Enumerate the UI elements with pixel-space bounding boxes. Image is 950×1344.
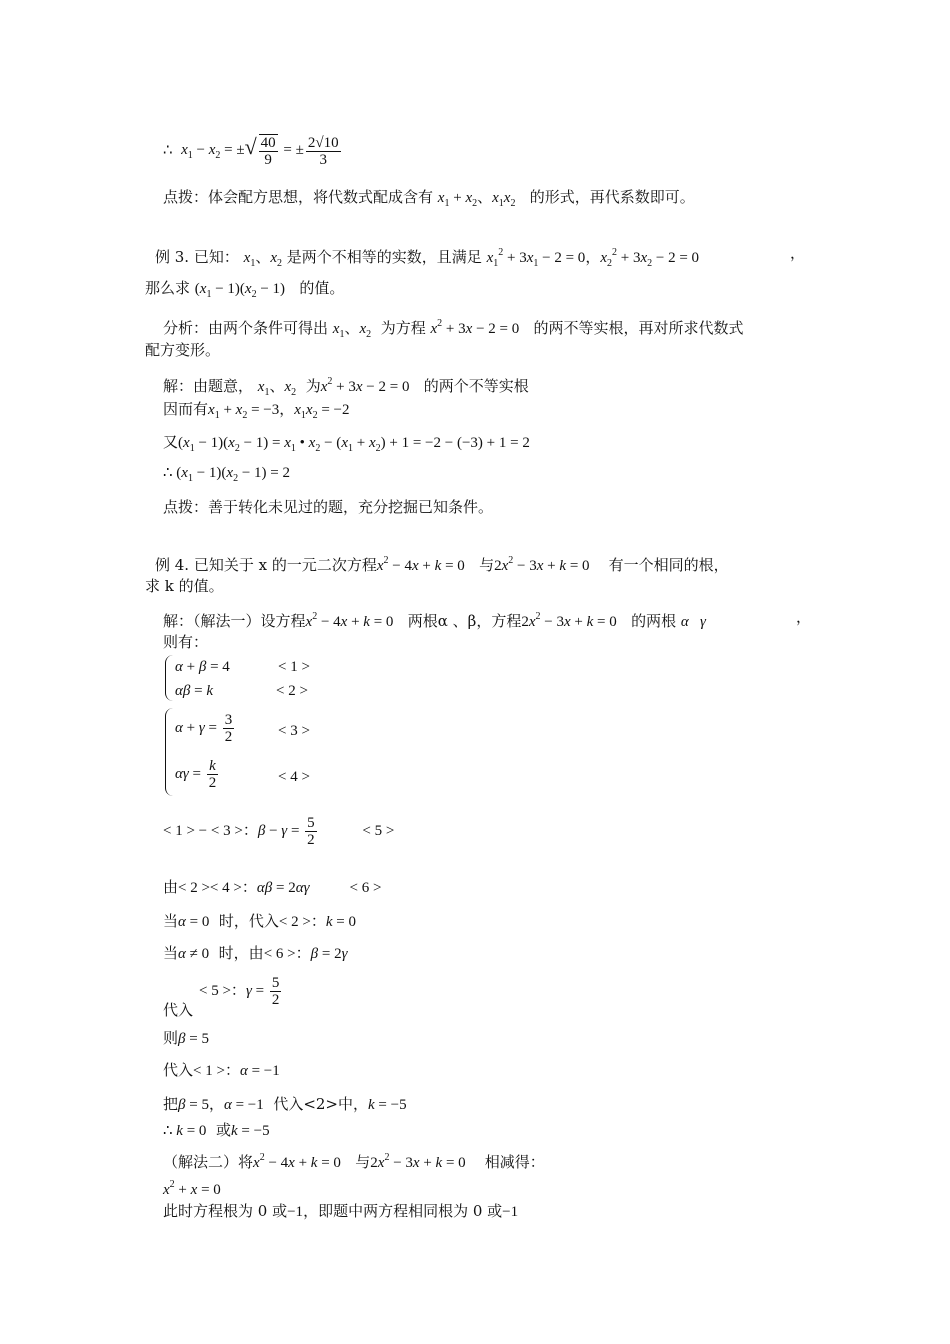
sub-in-label: 代入 [163, 1001, 194, 1019]
therefore-symbol: ∴ [163, 140, 173, 159]
system-2: α + γ = $\frac{3}{2}$ < 3 > αγ = $\frac{k}{2}$ < 4 > [165, 708, 365, 800]
case-alpha-zero: 当α = 0 时，代入< 2 >：k = 0 [163, 912, 356, 930]
solution-3-line-1: 解：由题意， $x_1$、$x_2$ 为$x^2 + 3x - 2 = 0$ 的两个不等实根 [163, 376, 529, 398]
line-result [163, 134, 343, 168]
solution-3-line-2: 因而有$x_1 + x_2 = -3$，$x_1x_2 = -2$ [163, 400, 350, 421]
example-4-line-1: 例 4. 已知关于 x 的一元二次方程$x^2 - 4x + k = 0$ 与$2x^2 - 3x + k = 0$ 有一个相同的根， [155, 555, 729, 574]
step-6: 由< 2 >< 4 >：αβ = 2αγ < 6 > [163, 878, 382, 896]
method-2-line-3: 此时方程根为 0 或−1，即题中两方程相同根为 0 或−1 [163, 1202, 519, 1220]
method-2-line-2: $x^2 + x = 0$ [163, 1179, 221, 1198]
solution-3-line-4: ∴ $(x_1 - 1)(x_2 - 1) = 2$ [163, 463, 291, 484]
step-5: < 1 > − < 3 >：β − γ = $\frac{5}{2}$ < 5 > [163, 815, 395, 848]
analysis-line-1: 分析：由两个条件可得出 $x_1$、$x_2$ 为方程 $x^2 + 3x - 2 = 0$ 的两不等实根，再对所求代数式 [163, 318, 744, 340]
step-beta: 则β = 5 [163, 1029, 209, 1047]
example-3-line-1: 例 3. 已知： $x_1$、$x_2$ 是两个不相等的实数，且满足 $x_1^2 + 3x_1 - 2 = 0$，$x_2^2 + 3x_2 - 2 = 0$ [155, 247, 700, 269]
analysis-line-2: 配方变形。 [145, 341, 221, 359]
method-2-line-1: （解法二）将$x^2 - 4x + k = 0$ 与$2x^2 - 3x + k = 0$ 相减得： [163, 1152, 545, 1171]
system-1: α + β = 4 < 1 > αβ = k < 2 > [165, 655, 365, 703]
formula-eq1: $x_1^2 + 3x_1 - 2 = 0$ [486, 247, 586, 269]
formula-sum-product: $x_1 + x_2$、$x_1x_2$ [437, 190, 516, 209]
tip-paragraph-2: 点拨：善于转化未见过的题，充分挖掘已知条件。 [163, 498, 494, 516]
tip-paragraph-1: 点拨：体会配方思想，将代数式配成含有 $x_1 + x_2$、$x_1x_2$ 的形式，再代系数即可。 [163, 188, 695, 209]
solution-3-line-3: 又$(x_1 - 1)(x_2 - 1) = x_1$ • $x_2 - (x_1 + x_2) + 1 = -2 - (-3) + 1 = 2$ [163, 433, 530, 454]
case-alpha-nonzero: 当α ≠ 0 时，由< 6 >：β = 2γ [163, 944, 348, 962]
formula-eq2: $x_2^2 + 3x_2 - 2 = 0$ [600, 247, 700, 269]
formula-x1-minus-x2: $x_1 - x_2$ = ±√ $\frac{40}{9}$ = ± $\frac{2√10}{3}$ [181, 134, 339, 168]
step-k: 把β = 5，α = −1 代入<2>中，k = −5 [163, 1095, 407, 1113]
step-alpha: 代入< 1 >：α = −1 [163, 1061, 280, 1079]
example-4-line-2: 求 k 的值。 [145, 577, 224, 595]
step-gamma: < 5 >：γ = $\frac{5}{2}$ [199, 975, 280, 1008]
solution-4-line-2: 则有： [163, 633, 209, 651]
conclusion-k: ∴ k = 0 或k = −5 [163, 1121, 270, 1139]
solution-4-line-1: 解：（解法一）设方程$x^2 - 4x + k = 0$ 两根α 、β，方程$2x^2 - 3x + k = 0$ 的两根 α γ [163, 611, 706, 630]
example-3-line-2: 那么求 $(x_1 - 1)(x_2 - 1)$ 的值。 [145, 279, 345, 300]
